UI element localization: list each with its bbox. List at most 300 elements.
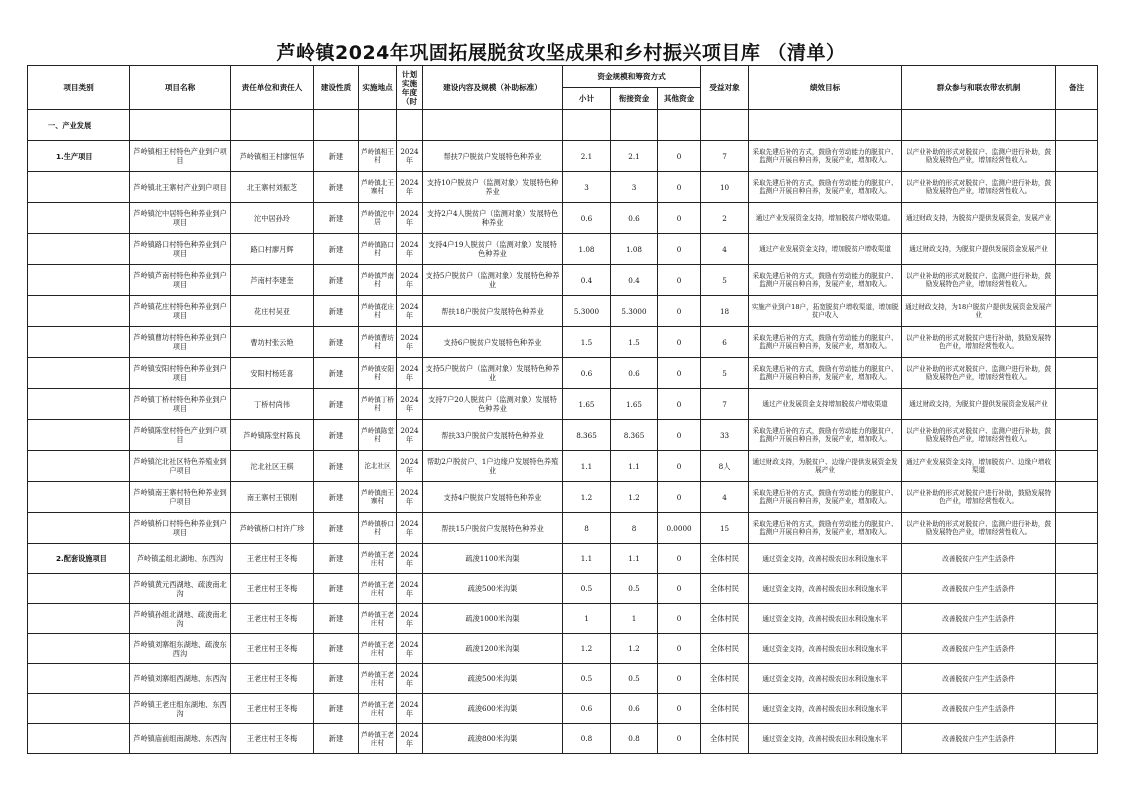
cell-mechanism: 改善脱贫户生产生活条件 xyxy=(902,544,1056,574)
cell-nature: 新建 xyxy=(314,296,359,327)
cell-linked: 1.2 xyxy=(611,634,658,664)
cell-name: 芦岭镇王老庄组东湖地、东西沟 xyxy=(130,694,231,724)
cell-beneficiary: 5 xyxy=(701,358,749,389)
cell-content: 疏浚1100米沟渠 xyxy=(423,544,563,574)
cell-content: 支持2户4人脱贫户（监测对象）发展特色种养业 xyxy=(423,203,563,234)
cell-mechanism: 改善脱贫户生产生活条件 xyxy=(902,574,1056,604)
header-nature: 建设性质 xyxy=(314,66,359,110)
cell-owner: 王老庄村王冬梅 xyxy=(231,664,314,694)
table-row xyxy=(28,358,1098,389)
cell-location: 芦岭镇王老庄村 xyxy=(359,574,397,604)
table-row xyxy=(28,203,1098,234)
category-cell xyxy=(28,203,130,234)
cell-remark xyxy=(1056,664,1098,694)
cell-year: 2024年 xyxy=(397,513,423,544)
cell-remark xyxy=(1056,358,1098,389)
cell-content: 支持7户20人脱贫户（监测对象）发展特色种养业 xyxy=(423,389,563,420)
cell-owner: 南王寨村王银刚 xyxy=(231,482,314,513)
cell-year: 2024年 xyxy=(397,664,423,694)
cell-linked: 3 xyxy=(611,172,658,203)
table-row xyxy=(28,420,1098,451)
cell-name: 芦岭镇庙前组南湖地、东西沟 xyxy=(130,724,231,754)
cell-location: 芦岭镇王老庄村 xyxy=(359,724,397,754)
cell-owner: 沱中居孙玲 xyxy=(231,203,314,234)
cell-mechanism: 改善脱贫户生产生活条件 xyxy=(902,724,1056,754)
cell-goal: 采取先建后补的方式，鼓励有劳动能力的脱贫户、监测户开展自种自养，发展产业，增加收入。 xyxy=(749,513,902,544)
cell-beneficiary: 全体村民 xyxy=(701,664,749,694)
header-subtotal: 小计 xyxy=(563,88,611,110)
cell-beneficiary: 全体村民 xyxy=(701,544,749,574)
cell-owner: 沱北社区王棋 xyxy=(231,451,314,482)
cell-mechanism: 改善脱贫户生产生活条件 xyxy=(902,664,1056,694)
cell-subtotal: 0.6 xyxy=(563,358,611,389)
cell-remark xyxy=(1056,482,1098,513)
cell-remark xyxy=(1056,724,1098,754)
cell-mechanism: 以产业补助的形式对脱贫户、监测户进行补助，鼓励发展特色产业，增加经营性收入。 xyxy=(902,358,1056,389)
category-cell xyxy=(28,265,130,296)
cell-owner: 路口村廖月辉 xyxy=(231,234,314,265)
cell-owner: 王老庄村王冬梅 xyxy=(231,634,314,664)
cell-location: 芦岭镇丁桥村 xyxy=(359,389,397,420)
cell-content: 帮扶7户脱贫户发展特色种养业 xyxy=(423,141,563,172)
category-cell xyxy=(28,513,130,544)
cell-nature: 新建 xyxy=(314,420,359,451)
cell-year: 2024年 xyxy=(397,296,423,327)
cell-mechanism: 以产业补助的形式对脱贫户、监测户进行补助，鼓励发展特色产业，增加经营性收入。 xyxy=(902,141,1056,172)
table-row xyxy=(28,327,1098,358)
cell-year: 2024年 xyxy=(397,172,423,203)
cell-year: 2024年 xyxy=(397,141,423,172)
cell-other: 0 xyxy=(658,141,701,172)
cell-remark xyxy=(1056,451,1098,482)
category-production: 1.生产项目 xyxy=(28,141,130,172)
cell-name: 芦岭镇刘寨组东湖地、疏浚东西沟 xyxy=(130,634,231,664)
cell-subtotal: 1.2 xyxy=(563,482,611,513)
cell-mechanism: 改善脱贫户生产生活条件 xyxy=(902,634,1056,664)
cell-year: 2024年 xyxy=(397,544,423,574)
cell-subtotal: 1.08 xyxy=(563,234,611,265)
table-row xyxy=(28,664,1098,694)
cell-name: 芦岭镇丁桥村特色种养业到户项目 xyxy=(130,389,231,420)
cell-remark xyxy=(1056,389,1098,420)
cell-linked: 8.365 xyxy=(611,420,658,451)
header-other: 其他资金 xyxy=(658,88,701,110)
cell-goal: 通过产业发展资金支持增加脱贫户增收渠道 xyxy=(749,389,902,420)
header-category: 项目类别 xyxy=(28,66,130,110)
cell-owner: 芦岭镇相王村廖恒华 xyxy=(231,141,314,172)
cell-year: 2024年 xyxy=(397,634,423,664)
cell-linked: 2.1 xyxy=(611,141,658,172)
category-cell xyxy=(28,296,130,327)
cell-mechanism: 以产业补助的形式对脱贫户、监测户进行补助，鼓励发展特色产业，增加经营性收入。 xyxy=(902,513,1056,544)
cell-beneficiary: 全体村民 xyxy=(701,724,749,754)
category-cell xyxy=(28,420,130,451)
cell-mechanism: 以产业补助的形式对脱贫户、监测户进行补助，鼓励发展特色产业，增加经营性收入。 xyxy=(902,172,1056,203)
cell-nature: 新建 xyxy=(314,634,359,664)
cell-owner: 芦岭镇陈堂村陈良 xyxy=(231,420,314,451)
cell-nature: 新建 xyxy=(314,544,359,574)
cell-remark xyxy=(1056,203,1098,234)
header-owner: 责任单位和责任人 xyxy=(231,66,314,110)
cell-beneficiary: 5 xyxy=(701,265,749,296)
cell-other: 0 xyxy=(658,544,701,574)
cell-subtotal: 0.6 xyxy=(563,694,611,724)
header-location: 实施地点 xyxy=(359,66,397,110)
cell-name: 芦岭镇沱中居特色种养业到户项目 xyxy=(130,203,231,234)
cell-content: 帮扶33户脱贫户发展特色种养业 xyxy=(423,420,563,451)
table-row xyxy=(28,513,1098,544)
cell-beneficiary: 15 xyxy=(701,513,749,544)
cell-year: 2024年 xyxy=(397,234,423,265)
cell-owner: 王老庄村王冬梅 xyxy=(231,604,314,634)
cell-other: 0 xyxy=(658,389,701,420)
category-cell xyxy=(28,482,130,513)
category-cell xyxy=(28,234,130,265)
cell-subtotal: 1.5 xyxy=(563,327,611,358)
cell-year: 2024年 xyxy=(397,389,423,420)
cell-beneficiary: 全体村民 xyxy=(701,694,749,724)
cell-beneficiary: 全体村民 xyxy=(701,634,749,664)
cell-remark xyxy=(1056,265,1098,296)
cell-name: 芦岭镇北王寨村产业到户项目 xyxy=(130,172,231,203)
cell-beneficiary: 8人 xyxy=(701,451,749,482)
cell-name: 芦岭镇路口村特色种养业到户项目 xyxy=(130,234,231,265)
cell-other: 0 xyxy=(658,265,701,296)
cell-name: 芦岭镇南王寨村特色种养业到户项目 xyxy=(130,482,231,513)
cell-content: 支持4户脱贫户发展特色种养业 xyxy=(423,482,563,513)
document-title: 芦岭镇2024年巩固拓展脱贫攻坚成果和乡村振兴项目库 （清单） xyxy=(276,42,846,64)
cell-name: 芦岭镇刘寨组西湖地、东西沟 xyxy=(130,664,231,694)
cell-year: 2024年 xyxy=(397,724,423,754)
cell-beneficiary: 10 xyxy=(701,172,749,203)
cell-mechanism: 通过产业发展资金支持，增加脱贫户、边缘户增收渠道 xyxy=(902,451,1056,482)
cell-remark xyxy=(1056,141,1098,172)
cell-location: 芦岭镇花庄村 xyxy=(359,296,397,327)
table-row xyxy=(28,451,1098,482)
cell-name: 芦岭镇孙组北湖地、疏浚南北沟 xyxy=(130,604,231,634)
cell-year: 2024年 xyxy=(397,327,423,358)
table-row xyxy=(28,296,1098,327)
cell-content: 疏浚800米沟渠 xyxy=(423,724,563,754)
section-industry: 一、产业发展 xyxy=(28,110,130,141)
cell-year: 2024年 xyxy=(397,265,423,296)
header-mechanism: 群众参与和联农带农机制 xyxy=(902,66,1056,110)
cell-mechanism: 通过财政支持，为脱贫户提供发展资金，发展产业 xyxy=(902,203,1056,234)
cell-other: 0 xyxy=(658,451,701,482)
cell-owner: 王老庄村王冬梅 xyxy=(231,544,314,574)
cell-remark xyxy=(1056,420,1098,451)
cell-mechanism: 改善脱贫户生产生活条件 xyxy=(902,694,1056,724)
cell-linked: 0.8 xyxy=(611,724,658,754)
cell-mechanism: 以产业补助的形式对脱贫户、监测户进行补助，鼓励发展特色产业，增加经营性收入。 xyxy=(902,420,1056,451)
category-cell xyxy=(28,604,130,634)
cell-subtotal: 0.4 xyxy=(563,265,611,296)
cell-content: 支持5户脱贫户（监测对象）发展特色种养业 xyxy=(423,358,563,389)
cell-subtotal: 0.8 xyxy=(563,724,611,754)
cell-beneficiary: 全体村民 xyxy=(701,604,749,634)
table-row xyxy=(28,574,1098,604)
cell-name: 芦岭镇相王村特色产业到户项目 xyxy=(130,141,231,172)
cell-nature: 新建 xyxy=(314,234,359,265)
cell-owner: 王老庄村王冬梅 xyxy=(231,574,314,604)
cell-nature: 新建 xyxy=(314,358,359,389)
cell-year: 2024年 xyxy=(397,451,423,482)
header-linked: 衔接资金 xyxy=(611,88,658,110)
cell-mechanism: 改善脱贫户生产生活条件 xyxy=(902,604,1056,634)
cell-location: 芦岭镇陈堂村 xyxy=(359,420,397,451)
cell-nature: 新建 xyxy=(314,513,359,544)
cell-content: 支持5户脱贫户（监测对象）发展特色种养业 xyxy=(423,265,563,296)
cell-goal: 采取先建后补的方式，鼓励有劳动能力的脱贫户、监测户开展自种自养，发展产业，增加收入。 xyxy=(749,420,902,451)
cell-mechanism: 通过财政支持，为脱贫户提供发展资金发展产业 xyxy=(902,234,1056,265)
cell-remark xyxy=(1056,634,1098,664)
cell-linked: 1.1 xyxy=(611,544,658,574)
cell-year: 2024年 xyxy=(397,574,423,604)
header-beneficiary: 受益对象 xyxy=(701,66,749,110)
cell-beneficiary: 18 xyxy=(701,296,749,327)
cell-other: 0 xyxy=(658,420,701,451)
cell-goal: 通过资金支持，改善村级农田水利设施水平 xyxy=(749,724,902,754)
cell-location: 芦岭镇芦南村 xyxy=(359,265,397,296)
cell-linked: 1.5 xyxy=(611,327,658,358)
cell-beneficiary: 2 xyxy=(701,203,749,234)
cell-content: 疏浚500米沟渠 xyxy=(423,664,563,694)
cell-owner: 北王寨村刘振芝 xyxy=(231,172,314,203)
table-row xyxy=(28,172,1098,203)
cell-other: 0 xyxy=(658,234,701,265)
category-cell xyxy=(28,389,130,420)
cell-owner: 王老庄村王冬梅 xyxy=(231,724,314,754)
cell-linked: 0.5 xyxy=(611,574,658,604)
cell-goal: 采取先建后补的方式，鼓励有劳动能力的脱贫户、监测户开展自种自养，发展产业，增加收入。 xyxy=(749,482,902,513)
cell-name: 芦岭镇桥口村特色种养业到户项目 xyxy=(130,513,231,544)
cell-nature: 新建 xyxy=(314,327,359,358)
cell-subtotal: 8 xyxy=(563,513,611,544)
cell-linked: 0.6 xyxy=(611,203,658,234)
category-cell xyxy=(28,634,130,664)
cell-name: 芦岭镇沱北社区特色养殖业到户项目 xyxy=(130,451,231,482)
cell-goal: 通过资金支持，改善村级农田水利设施水平 xyxy=(749,634,902,664)
cell-location: 芦岭镇南王寨村 xyxy=(359,482,397,513)
cell-content: 支持6户脱贫户发展特色种养业 xyxy=(423,327,563,358)
cell-subtotal: 1 xyxy=(563,604,611,634)
cell-other: 0 xyxy=(658,203,701,234)
cell-owner: 安阳村杨廷喜 xyxy=(231,358,314,389)
category-cell xyxy=(28,694,130,724)
cell-goal: 实施产业到户18户，拓宽脱贫户增收渠道，增加脱贫户收入 xyxy=(749,296,902,327)
cell-goal: 通过资金支持，改善村级农田水利设施水平 xyxy=(749,694,902,724)
header-row xyxy=(28,66,1098,88)
cell-location: 芦岭镇相王村 xyxy=(359,141,397,172)
cell-other: 0 xyxy=(658,694,701,724)
cell-linked: 0.6 xyxy=(611,358,658,389)
cell-name: 芦岭镇安阳村特色种养业到户项目 xyxy=(130,358,231,389)
cell-linked: 1.2 xyxy=(611,482,658,513)
cell-remark xyxy=(1056,544,1098,574)
section-row xyxy=(28,110,1098,141)
cell-content: 疏浚1000米沟渠 xyxy=(423,604,563,634)
cell-goal: 采取先建后补的方式，鼓励有劳动能力的脱贫户、监测户开展自种自养，发展产业，增加收入。 xyxy=(749,141,902,172)
cell-mechanism: 通过财政支持，为18户脱贫户提供发展资金发展产业 xyxy=(902,296,1056,327)
cell-other: 0 xyxy=(658,482,701,513)
cell-name: 芦岭镇芦南村特色种养业到户项目 xyxy=(130,265,231,296)
cell-nature: 新建 xyxy=(314,604,359,634)
cell-beneficiary: 33 xyxy=(701,420,749,451)
header-goal: 绩效目标 xyxy=(749,66,902,110)
cell-name: 芦岭镇陈堂村特色产业到户项目 xyxy=(130,420,231,451)
category-cell xyxy=(28,358,130,389)
cell-year: 2024年 xyxy=(397,420,423,451)
cell-other: 0 xyxy=(658,634,701,664)
cell-goal: 采取先建后补的方式，鼓励有劳动能力的脱贫户、监测户开展自种自养，发展产业，增加收入。 xyxy=(749,172,902,203)
cell-other: 0 xyxy=(658,172,701,203)
cell-year: 2024年 xyxy=(397,203,423,234)
cell-subtotal: 8.365 xyxy=(563,420,611,451)
cell-nature: 新建 xyxy=(314,203,359,234)
cell-owner: 曹坊村张云艳 xyxy=(231,327,314,358)
cell-year: 2024年 xyxy=(397,482,423,513)
cell-goal: 采取先建后补的方式，鼓励有劳动能力的脱贫户、监测户开展自种自养，发展产业，增加收入。 xyxy=(749,358,902,389)
cell-remark xyxy=(1056,172,1098,203)
cell-beneficiary: 全体村民 xyxy=(701,574,749,604)
cell-year: 2024年 xyxy=(397,358,423,389)
category-cell xyxy=(28,724,130,754)
table-row xyxy=(28,634,1098,664)
cell-name: 芦岭镇黄元西湖地、疏浚南北沟 xyxy=(130,574,231,604)
cell-other: 0 xyxy=(658,724,701,754)
cell-content: 支持4户19人脱贫户（监测对象）发展特色种养业 xyxy=(423,234,563,265)
cell-year: 2024年 xyxy=(397,694,423,724)
cell-remark xyxy=(1056,694,1098,724)
category-cell xyxy=(28,574,130,604)
cell-linked: 0.6 xyxy=(611,694,658,724)
cell-remark xyxy=(1056,296,1098,327)
cell-nature: 新建 xyxy=(314,724,359,754)
cell-other: 0 xyxy=(658,574,701,604)
cell-location: 芦岭镇曹坊村 xyxy=(359,327,397,358)
table-row xyxy=(28,694,1098,724)
cell-content: 疏浚500米沟渠 xyxy=(423,574,563,604)
cell-linked: 0.4 xyxy=(611,265,658,296)
cell-location: 芦岭镇王老庄村 xyxy=(359,634,397,664)
cell-goal: 通过资金支持，改善村级农田水利设施水平 xyxy=(749,664,902,694)
cell-subtotal: 0.5 xyxy=(563,664,611,694)
cell-location: 芦岭镇王老庄村 xyxy=(359,544,397,574)
header-remark: 备注 xyxy=(1056,66,1098,110)
table-row xyxy=(28,604,1098,634)
cell-goal: 采取先建后补的方式，鼓励有劳动能力的脱贫户、监测户开展自种自养，发展产业，增加收入。 xyxy=(749,327,902,358)
cell-mechanism: 通过财政支持，为脱贫户提供发展资金发展产业 xyxy=(902,389,1056,420)
cell-other: 0 xyxy=(658,358,701,389)
cell-subtotal: 1.2 xyxy=(563,634,611,664)
cell-content: 支持10户脱贫户（监测对象）发展特色种养业 xyxy=(423,172,563,203)
cell-subtotal: 5.3000 xyxy=(563,296,611,327)
category-cell xyxy=(28,172,130,203)
cell-subtotal: 0.6 xyxy=(563,203,611,234)
header-funds: 资金规模和筹资方式 xyxy=(563,66,701,88)
cell-content: 疏浚600米沟渠 xyxy=(423,694,563,724)
cell-other: 0 xyxy=(658,604,701,634)
cell-location: 芦岭镇安阳村 xyxy=(359,358,397,389)
cell-location: 芦岭镇王老庄村 xyxy=(359,694,397,724)
cell-subtotal: 2.1 xyxy=(563,141,611,172)
cell-beneficiary: 6 xyxy=(701,327,749,358)
category-cell xyxy=(28,451,130,482)
cell-beneficiary: 4 xyxy=(701,234,749,265)
table-row xyxy=(28,265,1098,296)
table-row xyxy=(28,544,1098,574)
header-year: 计划实施年度（时 xyxy=(397,66,423,110)
cell-linked: 1.1 xyxy=(611,451,658,482)
cell-goal: 通过资金支持，改善村级农田水利设施水平 xyxy=(749,544,902,574)
category-facilities: 2.配套设施项目 xyxy=(28,544,130,574)
cell-mechanism: 以产业补助的形式对脱贫户进行补助，鼓励发展特色产业，增加经营性收入。 xyxy=(902,327,1056,358)
cell-goal: 采取先建后补的方式，鼓励有劳动能力的脱贫户、监测户开展自种自养，发展产业，增加收入。 xyxy=(749,265,902,296)
table-row xyxy=(28,141,1098,172)
cell-remark xyxy=(1056,513,1098,544)
cell-name: 芦岭镇孟组北湖地、东西沟 xyxy=(130,544,231,574)
cell-nature: 新建 xyxy=(314,574,359,604)
cell-remark xyxy=(1056,604,1098,634)
cell-location: 沱北社区 xyxy=(359,451,397,482)
cell-year: 2024年 xyxy=(397,604,423,634)
cell-nature: 新建 xyxy=(314,172,359,203)
cell-location: 芦岭镇路口村 xyxy=(359,234,397,265)
cell-owner: 芦岭镇桥口村许广珍 xyxy=(231,513,314,544)
cell-beneficiary: 7 xyxy=(701,141,749,172)
cell-owner: 丁桥村尚伟 xyxy=(231,389,314,420)
cell-content: 帮扶15户脱贫户发展特色种养业 xyxy=(423,513,563,544)
cell-goal: 通过财政支持，为脱贫户、边缘户提供发展资金发展产业 xyxy=(749,451,902,482)
cell-goal: 通过产业发展资金支持，增加脱贫户增收渠道 xyxy=(749,234,902,265)
cell-other: 0.0000 xyxy=(658,513,701,544)
cell-subtotal: 1.65 xyxy=(563,389,611,420)
cell-nature: 新建 xyxy=(314,664,359,694)
cell-name: 芦岭镇曹坊村特色种养业到户项目 xyxy=(130,327,231,358)
cell-owner: 芦南村李建奎 xyxy=(231,265,314,296)
cell-beneficiary: 4 xyxy=(701,482,749,513)
cell-remark xyxy=(1056,234,1098,265)
cell-linked: 1.08 xyxy=(611,234,658,265)
cell-other: 0 xyxy=(658,296,701,327)
cell-linked: 1 xyxy=(611,604,658,634)
cell-subtotal: 3 xyxy=(563,172,611,203)
cell-nature: 新建 xyxy=(314,141,359,172)
cell-linked: 5.3000 xyxy=(611,296,658,327)
cell-linked: 0.5 xyxy=(611,664,658,694)
table-row xyxy=(28,389,1098,420)
cell-content: 帮扶18户脱贫户发展特色种养业 xyxy=(423,296,563,327)
cell-goal: 通过资金支持，改善村级农田水利设施水平 xyxy=(749,574,902,604)
table-row xyxy=(28,234,1098,265)
cell-goal: 通过产业发展资金支持，增加脱贫户增收渠道。 xyxy=(749,203,902,234)
cell-location: 芦岭镇王老庄村 xyxy=(359,664,397,694)
header-name: 项目名称 xyxy=(130,66,231,110)
cell-linked: 8 xyxy=(611,513,658,544)
category-cell xyxy=(28,664,130,694)
cell-mechanism: 以产业补助的形式对脱贫户、监测户进行补助，鼓励发展特色产业，增加经营性收入。 xyxy=(902,265,1056,296)
cell-location: 芦岭镇王老庄村 xyxy=(359,604,397,634)
header-content: 建设内容及规模（补助标准） xyxy=(423,66,563,110)
cell-name: 芦岭镇花庄村特色种养业到户项目 xyxy=(130,296,231,327)
cell-nature: 新建 xyxy=(314,694,359,724)
cell-subtotal: 0.5 xyxy=(563,574,611,604)
cell-content: 疏浚1200米沟渠 xyxy=(423,634,563,664)
cell-nature: 新建 xyxy=(314,265,359,296)
cell-mechanism: 以产业补助的形式对脱贫户进行补助，鼓励发展特色产业，增加经营性收入。 xyxy=(902,482,1056,513)
table-row xyxy=(28,482,1098,513)
cell-other: 0 xyxy=(658,664,701,694)
